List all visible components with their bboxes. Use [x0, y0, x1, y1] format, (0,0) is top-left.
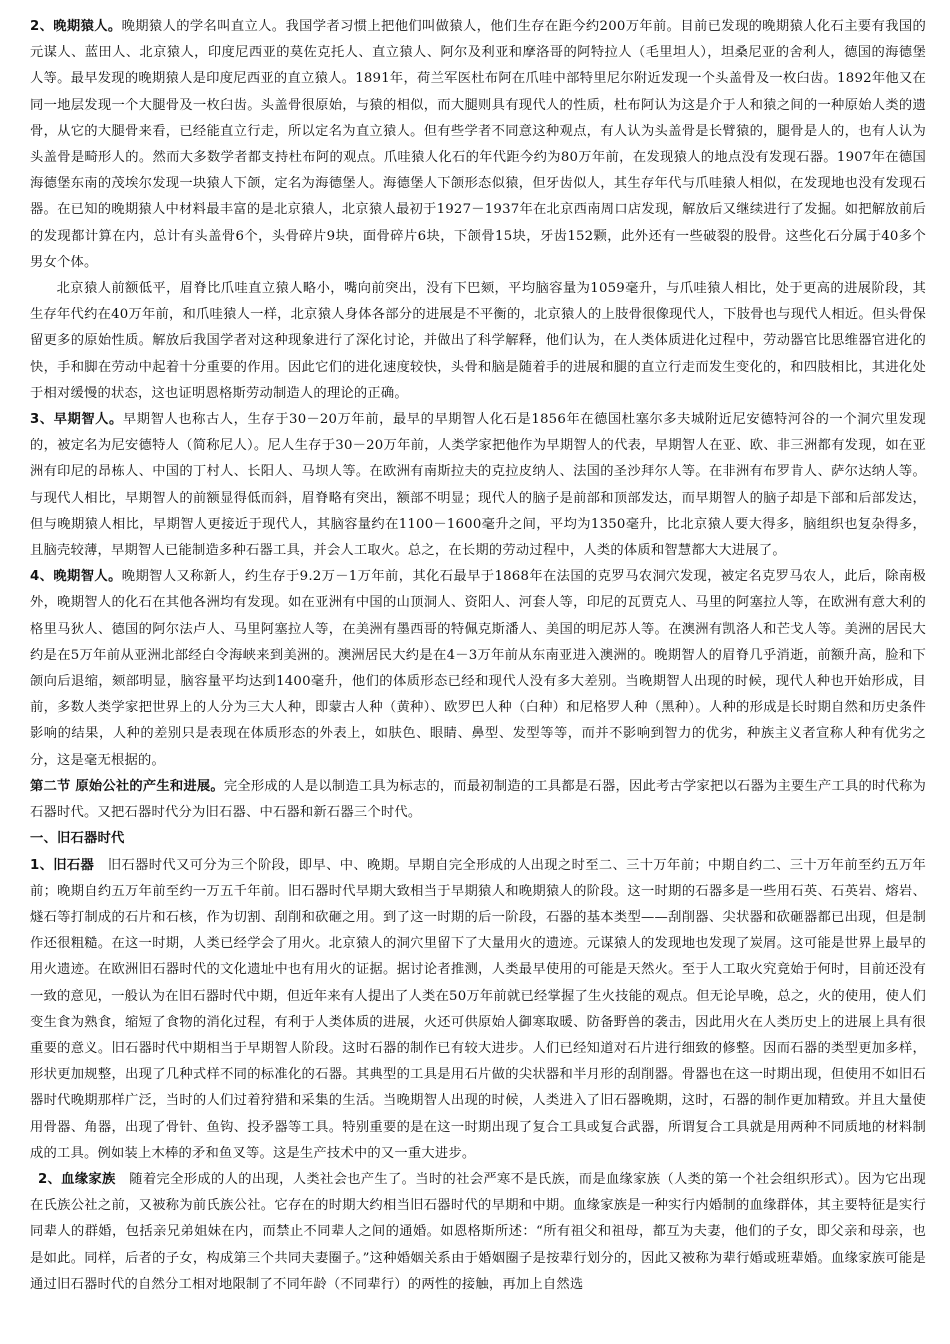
- heading-kinship: 2、血缘家族: [37, 1171, 116, 1187]
- paragraph-section2: [30, 774, 926, 826]
- paragraph-paleolithic: [30, 853, 926, 1167]
- heading-late-sapiens: 4、晚期智人。: [30, 569, 122, 585]
- heading-late-apeman: 2、晚期猿人。: [30, 19, 122, 34]
- paragraph-early-sapiens: [30, 407, 926, 564]
- heading-early-sapiens: 3、早期智人。: [30, 412, 123, 428]
- heading-section2: 第二节 原始公社的产生和进展。: [30, 778, 224, 794]
- text-peking-man: 北京猿人前额低平，眉脊比爪哇直立猿人略小，嘴向前突出，没有下巴颏，平均脑容量为1059毫升，与爪哇猿人相比，处于更高的进展阶段，其生存年代约在40万年前，和爪哇猿人一样，北京猿人身体各部分的进展是不平衡的，北京猿人的上肢骨很像现代人，下肢骨也与现代人相近。但头骨保留更多的原始性质。解放后我国学者对这种现象进行了深化讨论，并做出了科学解释，他们认为，在人类体质进化过程中，劳动器官比思维器官进化的快，手和脚在劳动中起着十分重要的作用。因此它们的进化速度较快，头骨和脑是随着手的进展和腿的直立行走而发生变化的，和四肢相比，其进化处于相对缓慢的状态，这也证明恩格斯劳动制造人的理论的正确。: [30, 281, 926, 401]
- paragraph-kinship: [30, 1167, 926, 1298]
- heading-paleolithic: 1、旧石器: [30, 857, 95, 873]
- text-section2: 完全形成的人是以制造工具为标志的，而最初制造的工具都是石器，因此考古学家把以石器为主要生产工具的时代称为石器时代。又把石器时代分为旧石器、中石器和新石器三个时代。: [30, 778, 926, 821]
- paragraph-paleolithic-title: [30, 826, 926, 852]
- heading-paleolithic-age: 一、旧石器时代: [30, 831, 125, 847]
- paragraph-late-apeman: [30, 14, 926, 276]
- text-paleolithic: 旧石器时代又可分为三个阶段，即早、中、晚期。早期自完全形成的人出现之时至二、三十万年前；中期自约二、三十万年前至约五万年前；晚期自约五万年前至约一万五千年前。旧石器时代早期大致相当于早期猿人和晚期猿人的阶段。这一时期的石器多是一些用石英、石英岩、熔岩、燧石等打制成的石片和石核，作为切割、刮削和砍砸之用。到了这一时期的后一阶段，石器的基本类型——刮削器、尖状器和砍砸器都已出现，但是制作还很粗糙。在这一时期，人类已经学会了用火。北京猿人的洞穴里留下了大量用火的遗迹。元谋猿人的发现地也发现了炭屑。这可能是世界上最早的用火遗迹。在欧洲旧石器时代的文化遗址中也有用火的证据。据讨论者推测，人类最早使用的可能是天然火。至于人工取火究竟始于何时，目前还没有一致的意见，一般认为在旧石器时代中期，但近年来有人提出了人类在50万年前就已经掌握了生火技能的观点。但无论早晚，总之，火的使用，使人们变生食为熟食，缩短了食物的消化过程，有利于人类体质的进展，火还可供原始人御寒取暖、防备野兽的袭击，因此用火在人类历史上的进展上具有很重要的意义。旧石器时代中期相当于早期智人阶段。这时石器的制作已有较大进步。人们已经知道对石片进行细致的修整。因而石器的类型更加多样，形状更加规整，出现了几种式样不同的标准化的石器。其典型的工具是用石片做的尖状器和半月形的刮削器。骨器也在这一时期出现，但使用不如旧石器时代晚期那样广泛，当时的人们过着狩猎和采集的生活。当晚期智人出现的时候，人类进入了旧石器晚期，这时，石器的制作更加精致。并且大量使用骨器、角器，出现了骨针、鱼钩、投矛器等工具。特别重要的是在这一时期出现了复合工具或复合武器，所谓复合工具就是用两种不同质地的材料制成的工具。例如装上木棒的矛和鱼叉等。这是生产技术中的又一重大进步。: [30, 857, 927, 1161]
- paragraph-late-sapiens: [30, 564, 926, 774]
- text-early-sapiens: 早期智人也称古人，生存于30－20万年前，最早的早期智人化石是1856年在德国杜塞尔多夫城附近尼安德特河谷的一个洞穴里发现的，被定名为尼安德特人（简称尼人）。尼人生存于30－20万年前，人类学家把他作为早期智人的代表，早期智人在亚、欧、非三洲都有发现，如在亚洲有印尼的昂栋人、中国的丁村人、长阳人、马坝人等。在欧洲有南斯拉夫的克拉皮纳人、法国的圣沙拜尔人等。在非洲有布罗肯人、萨尔达纳人等。与现代人相比，早期智人的前额显得低而斜，眉脊略有突出，额部不明显；现代人的脑子是前部和顶部发达，而早期智人的脑子却是下部和后部发达，但与晚期猿人相比，早期智人更接近于现代人，其脑容量约在1100－1600毫升之间，平均为1350毫升，比北京猿人要大得多，脑组织也复杂得多，且脑壳较薄，早期智人已能制造多种石器工具，并会人工取火。总之，在长期的劳动过程中，人类的体质和智慧都大大进展了。: [30, 412, 926, 559]
- text-late-sapiens: 晚期智人又称新人，约生存于9.2万－1万年前，其化石最早于1868年在法国的克罗马农洞穴发现，被定名克罗马农人，此后，除南极外，晚期智人的化石在其他各洲均有发现。如在亚洲有中国的山顶洞人、资阳人、河套人等，印尼的瓦贾克人、马里的阿塞拉人等，在欧洲有意大利的格里马狄人、德国的阿尔法卢人、马里阿塞拉人等，在美洲有墨西哥的特佩克斯潘人、美国的明尼苏人等。在澳洲有凯洛人和芒戈人等。美洲的居民大约是在5万年前从亚洲北部经白令海峡来到美洲的。澳洲居民大约是在4－3万年前从东南亚进入澳洲的。晚期智人的眉脊几乎消逝，前额升高，脸和下颌向后退缩，颏部明显，脑容量平均达到1400毫升，他们的体质形态已经和现代人没有多大差别。当晚期智人出现的时候，现代人种也开始形成，目前，多数人类学家把世界上的人分为三大人种，即蒙古人种（黄种）、欧罗巴人种（白种）和尼格罗人种（黑种）。人种的形成是长时期自然和历史条件影响的结果，人种的差别只是表现在体质形态的外表上，如肤色、眼睛、鼻型、发型等等，而并不影响到智力的优劣，种族主义者宣称人种有优劣之分，这是毫无根据的。: [30, 569, 926, 768]
- text-late-apeman: 晚期猿人的学名叫直立人。我国学者习惯上把他们叫做猿人，他们生存在距今约200万年前。目前已发现的晚期猿人化石主要有我国的元谋人、蓝田人、北京猿人，印度尼西亚的莫佐克托人、直立猿人、阿尔及利亚和摩洛哥的阿特拉人（毛里坦人），坦桑尼亚的舍利人，德国的海德堡人等。最早发现的晚期猿人是印度尼西亚的直立猿人。1891年，荷兰军医杜布阿在爪哇中部特里尼尔附近发现一个头盖骨及一枚臼齿。1892年他又在同一地层发现一个大腿骨及一枚臼齿。头盖骨很原始，与猿的相似，而大腿则具有现代人的性质，杜布阿认为这是介于人和猿之间的一种原始人类的遗骨，从它的大腿骨来看，已经能直立行走，所以定名为直立猿人。但有些学者不同意这种观点，有人认为头盖骨是长臂猿的，腿骨是人的，也有人认为头盖骨是畸形人的。然而大多数学者都支持杜布阿的观点。爪哇猿人化石的年代距今约为80万年前，在发现猿人的地点没有发现石器。1907年在德国海德堡东南的茂埃尔发现一块猿人下颌，定名为海德堡人。海德堡人下颌形态似猿，但牙齿似人，其生存年代与爪哇猿人相似，在发现地也没有发现石器。在已知的晚期猿人中材料最丰富的是北京猿人，北京猿人最初于1927－1937年在北京西南周口店发现，解放后又继续进行了发掘。如把解放前后的发现都计算在内，总计有头盖骨6个，头骨碎片9块，面骨碎片6块，下颌骨15块，牙齿152颗，此外还有一些破裂的股骨。这些化石分属于40多个男女个体。: [30, 19, 926, 270]
- paragraph-peking-man: [30, 276, 926, 407]
- text-kinship: 随着完全形成的人的出现，人类社会也产生了。当时的社会严寒不是氏族，而是血缘家族（人类的第一个社会组织形式）。因为它出现在氏族公社之前，又被称为前氏族公社。它存在的时期大约相当旧石器时代的早期和中期。血缘家族是一种实行内婚制的血缘群体，其主要特征是实行同辈人的群婚，包括亲兄弟姐妹在内，而禁止不同辈人之间的通婚。如恩格斯所述：“所有祖父和祖母，都互为夫妻，他们的子女，即父亲和母亲，也是如此。同样，后者的子女，构成第三个共同夫妻圈子。”这种婚姻关系由于婚姻圈子是按辈行划分的，因此又被称为辈行婚或班辈婚。血缘家族可能是通过旧石器时代的自然分工相对地限制了不同年龄（不同辈行）的两性的接触，再加上自然选: [30, 1171, 927, 1292]
